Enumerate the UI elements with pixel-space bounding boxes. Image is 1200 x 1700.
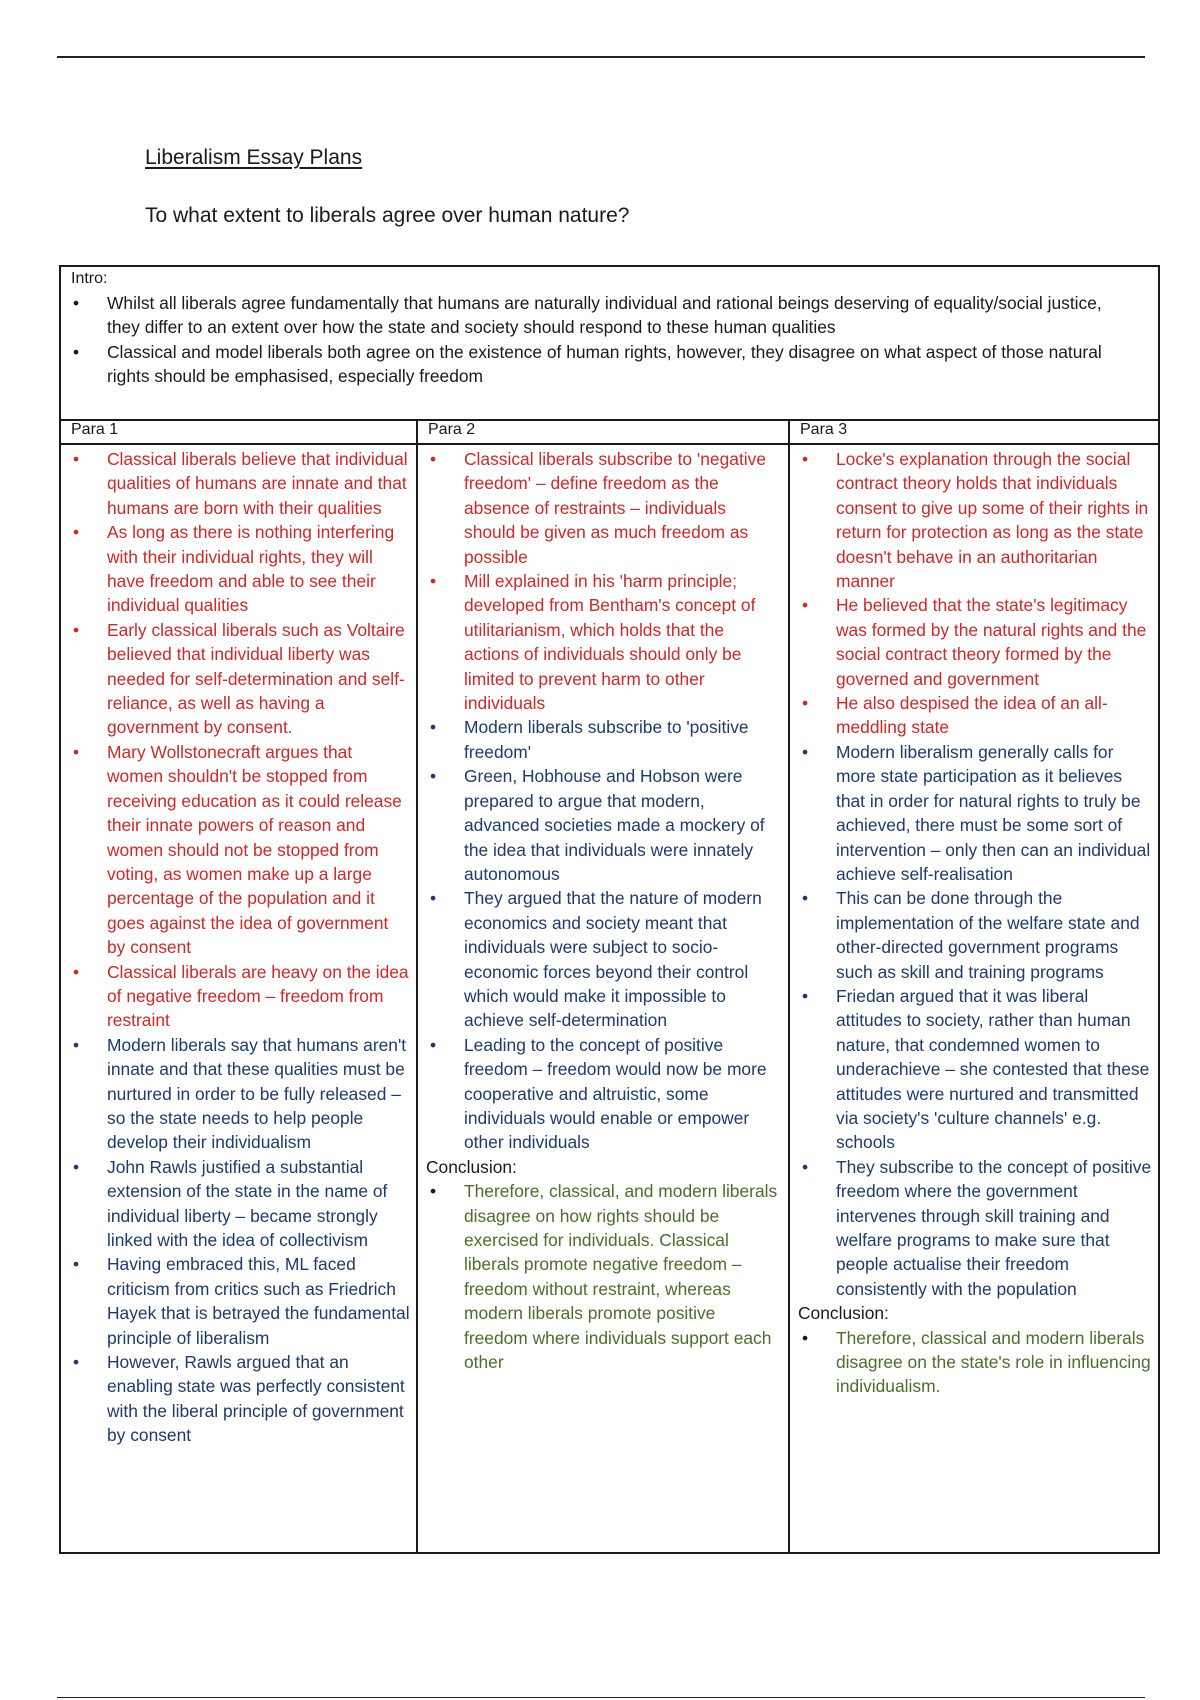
document-title: Liberalism Essay Plans xyxy=(145,146,363,169)
essay-plan-table xyxy=(59,265,1160,1554)
para-1-column xyxy=(61,419,418,1552)
para-2-list xyxy=(464,447,782,1155)
list-item: • Early classical liberals such as Voltaire believed that individual liberty was needed for self-determination and self-reliance, as well as having a government by consent. xyxy=(107,618,410,740)
list-item: • He believed that the state's legitimacy was formed by the natural rights and the social contract theory formed by the governed and government xyxy=(836,593,1152,691)
list-item: • They subscribe to the concept of positive freedom where the government intervenes through skill training and welfare programs to make sure that people actualise their freedom consistently with the population xyxy=(836,1155,1152,1301)
para-2-column xyxy=(418,419,790,1552)
top-rule xyxy=(57,56,1145,58)
list-item: • Leading to the concept of positive freedom – freedom would now be more cooperative and altruistic, some individuals would enable or empower other individuals xyxy=(464,1033,782,1155)
list-item: • Green, Hobhouse and Hobson were prepared to argue that modern, advanced societies made a mockery of the idea that individuals were innately autonomous xyxy=(464,764,782,886)
para-3-list xyxy=(836,447,1152,1301)
para-2-conclusion-heading: Conclusion: xyxy=(426,1156,517,1177)
intro-heading: Intro: xyxy=(71,270,108,287)
para-2-heading: Para 2 xyxy=(418,419,788,445)
list-item: • Classical liberals subscribe to 'negative freedom' – define freedom as the absence of restraints – individuals should be given as much freedom as possible xyxy=(464,447,782,569)
list-item: • This can be done through the implementation of the welfare state and other-directed government programs such as skill and training programs xyxy=(836,886,1152,984)
intro-list xyxy=(107,291,1118,389)
conclusion-item: • Therefore, classical, and modern liberals disagree on how rights should be exercised for individuals. Classical liberals promote negative freedom – freedom without restraint, whereas modern liberals promote positive freedom where individuals support each other xyxy=(464,1179,782,1374)
list-item: • Modern liberals say that humans aren't innate and that these qualities must be nurtured in order to be fully released – so the state needs to help people develop their individualism xyxy=(107,1033,410,1155)
list-item: • He also despised the idea of an all-meddling state xyxy=(836,691,1152,740)
list-item: • Modern liberalism generally calls for more state participation as it believes that in order for natural rights to truly be achieved, there must be some sort of intervention – only then can an individual achieve self-realisation xyxy=(836,740,1152,886)
paragraph-row xyxy=(61,419,1158,1552)
para-3-conclusion-list xyxy=(836,1326,1152,1399)
list-item: • Classical liberals believe that individual qualities of humans are innate and that humans are born with their qualities xyxy=(107,447,410,520)
list-item: • They argued that the nature of modern economics and society meant that individuals were subject to socio-economic forces beyond their control which would make it impossible to achieve self-determination xyxy=(464,886,782,1032)
para-1-heading: Para 1 xyxy=(61,419,416,445)
list-item: • Mary Wollstonecraft argues that women shouldn't be stopped from receiving education as it could release their innate powers of reason and women should not be stopped from voting, as women make up a large percentage of the population and it goes against the idea of government by consent xyxy=(107,740,410,960)
intro-point: • Whilst all liberals agree fundamentally that humans are naturally individual and rational beings deserving of equality/social justice, they differ to an extent over how the state and society should respond to these human qualities xyxy=(107,291,1118,340)
list-item: • Classical liberals are heavy on the idea of negative freedom – freedom from restraint xyxy=(107,960,410,1033)
list-item: • John Rawls justified a substantial extension of the state in the name of individual liberty – became strongly linked with the idea of collectivism xyxy=(107,1155,410,1253)
list-item: • Mill explained in his 'harm principle; developed from Bentham's concept of utilitarianism, which holds that the actions of individuals should only be limited to prevent harm to other individuals xyxy=(464,569,782,715)
list-item: • However, Rawls argued that an enabling state was perfectly consistent with the liberal principle of government by consent xyxy=(107,1350,410,1448)
para-3-heading: Para 3 xyxy=(790,419,1158,445)
para-3-column xyxy=(790,419,1158,1552)
list-item: • Locke's explanation through the social contract theory holds that individuals consent to give up some of their rights in return for protection as long as the state doesn't behave in an authoritarian manner xyxy=(836,447,1152,593)
essay-question: To what extent to liberals agree over human nature? xyxy=(145,204,630,227)
para-3-conclusion-heading: Conclusion: xyxy=(798,1303,889,1324)
list-item: • Having embraced this, ML faced criticism from critics such as Friedrich Hayek that is betrayed the fundamental principle of liberalism xyxy=(107,1252,410,1350)
conclusion-item: • Therefore, classical and modern liberals disagree on the state's role in influencing individualism. xyxy=(836,1326,1152,1399)
list-item: • As long as there is nothing interfering with their individual rights, they will have freedom and able to see their individual qualities xyxy=(107,520,410,618)
list-item: • Modern liberals subscribe to 'positive freedom' xyxy=(464,715,782,764)
list-item: • Friedan argued that it was liberal attitudes to society, rather than human nature, that condemned women to underachieve – she contested that these attitudes were nurtured and transmitted via society's 'culture channels' e.g. schools xyxy=(836,984,1152,1155)
bottom-rule xyxy=(57,1697,1145,1698)
intro-point: • Classical and model liberals both agree on the existence of human rights, however, they disagree on what aspect of those natural rights should be emphasised, especially freedom xyxy=(107,340,1118,389)
para-2-conclusion-list xyxy=(464,1179,782,1374)
para-1-list xyxy=(107,447,410,1448)
intro-cell xyxy=(61,267,1158,421)
